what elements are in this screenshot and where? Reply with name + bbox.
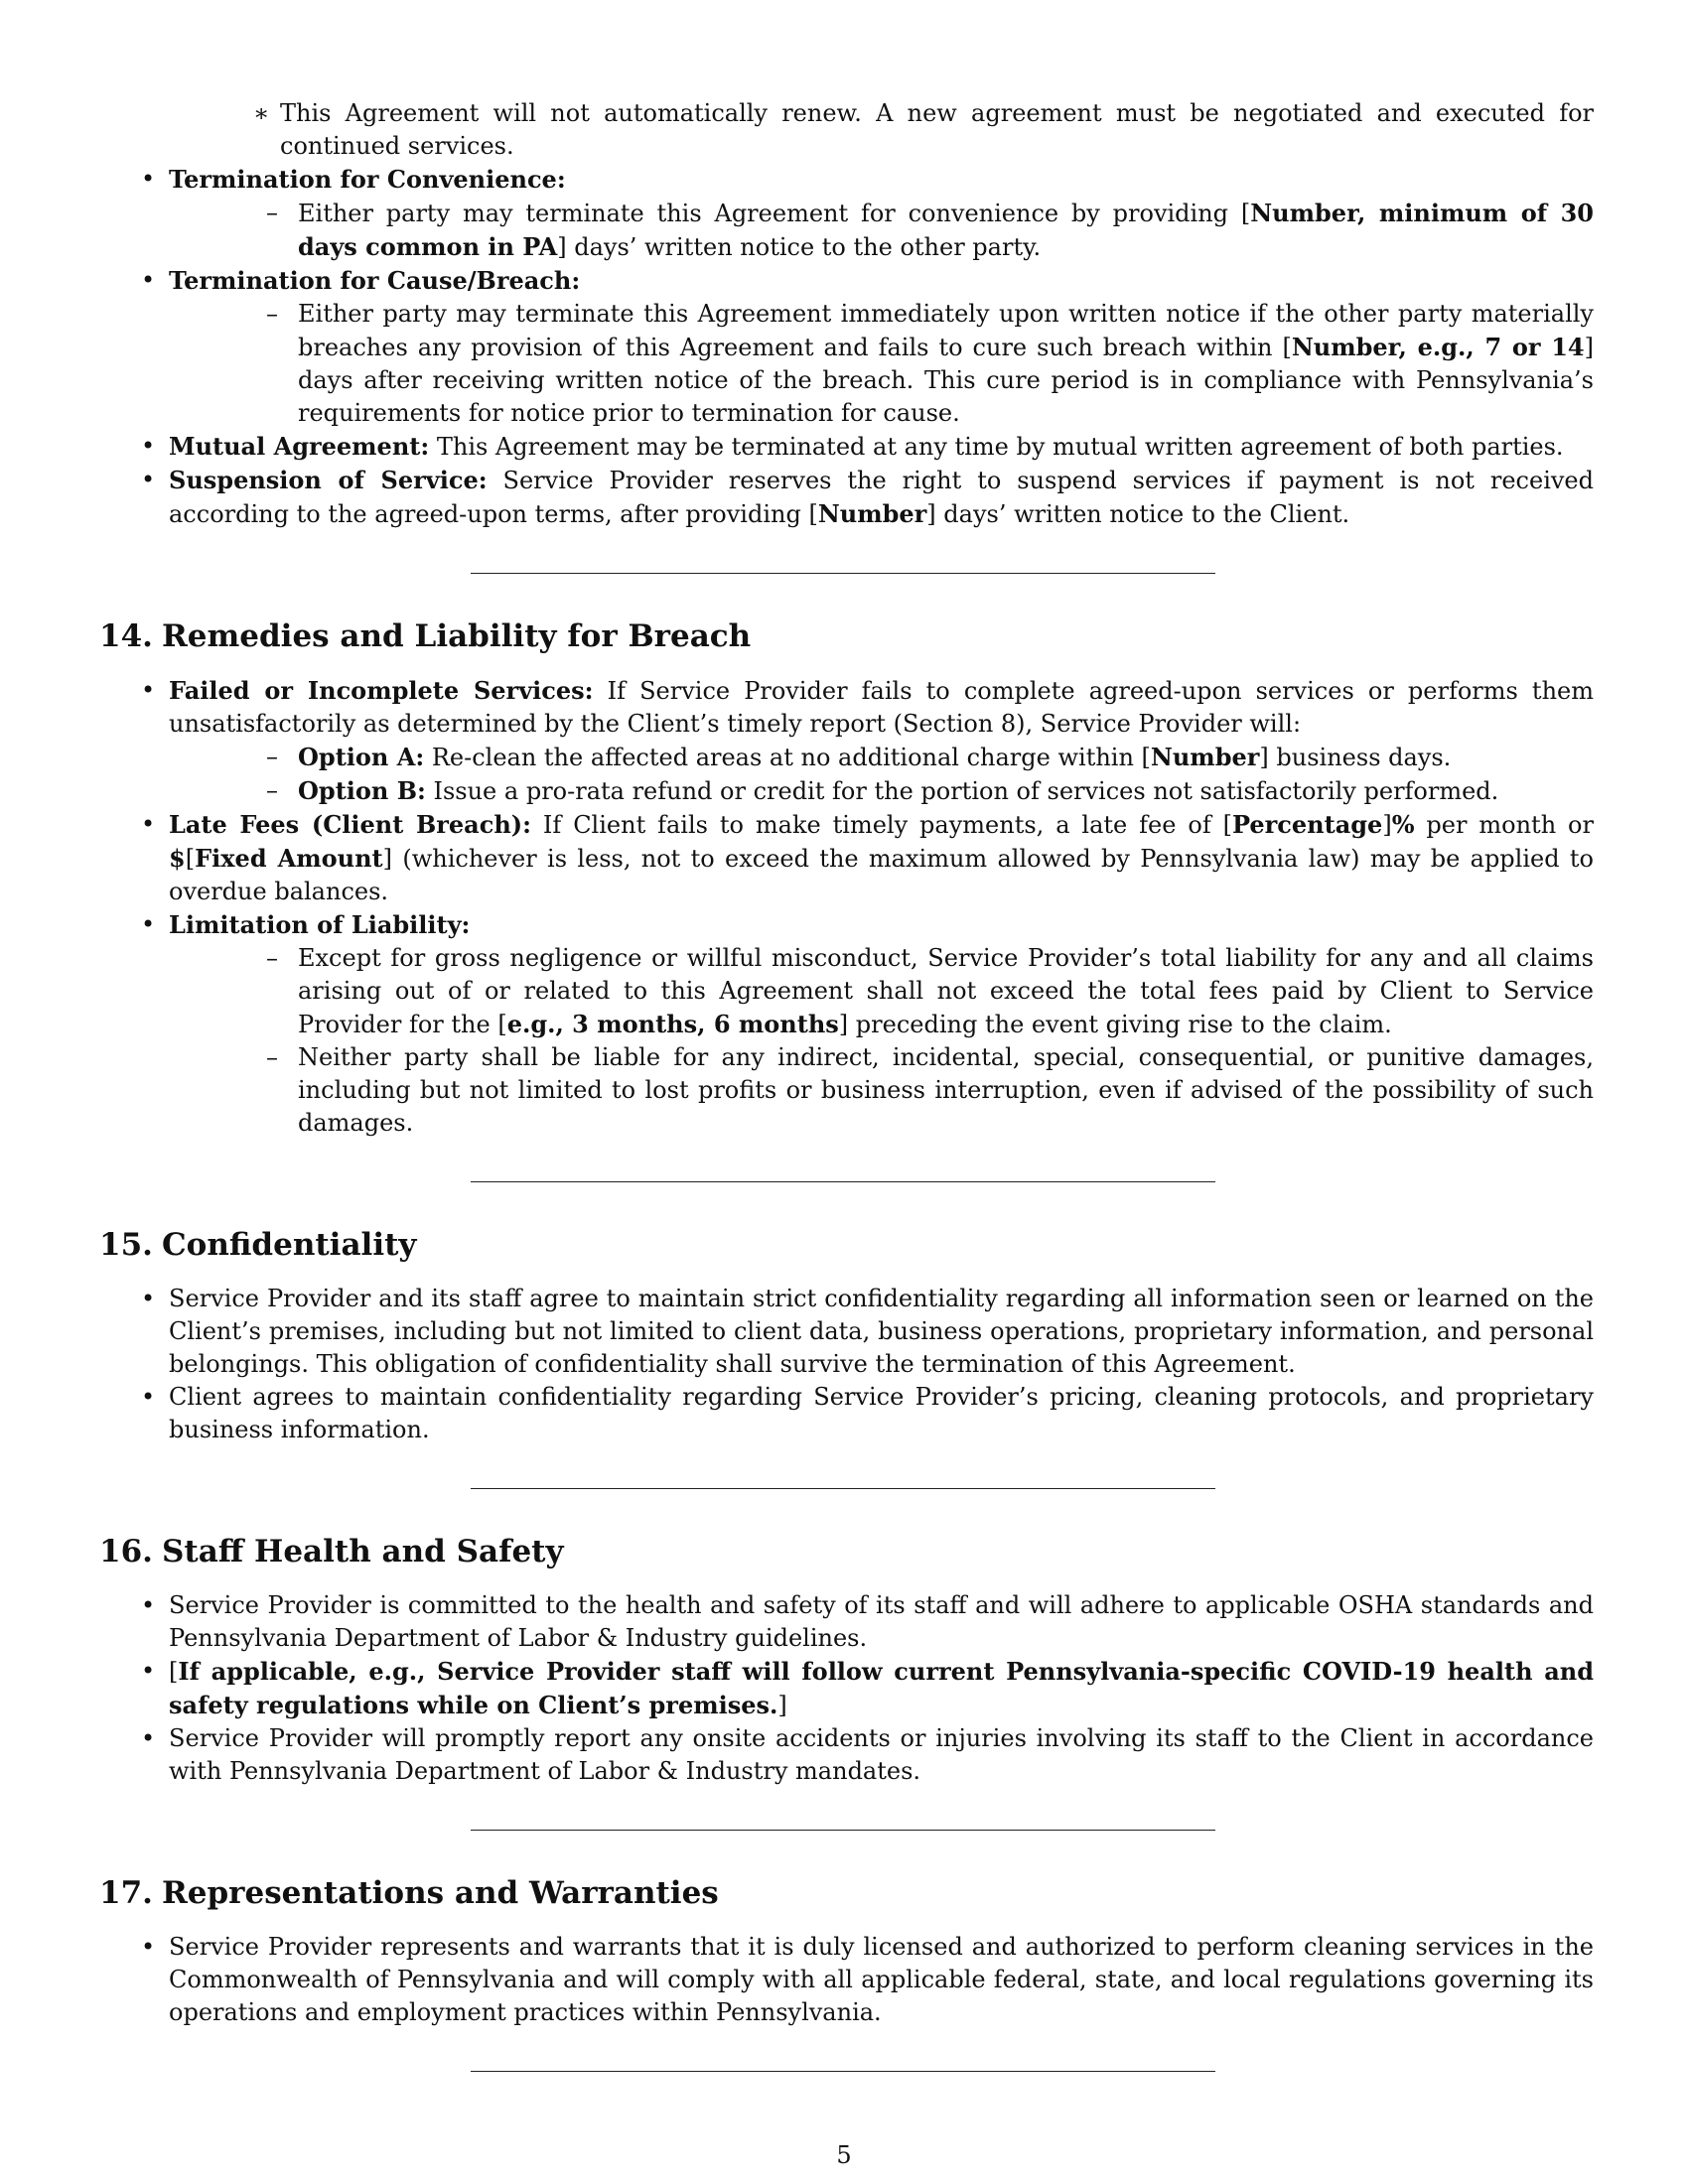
text-fragment: Service Provider reserves the right to suspend services if payment is not received according to the agreed-upon terms, after providing [ [169, 467, 1595, 528]
termination-cause-label: Termination for Cause/Breach: [169, 266, 581, 295]
text-fragment: % [1391, 810, 1415, 839]
placeholder-percentage: Percentage [1231, 810, 1383, 839]
text-fragment: ] days’ written notice to the Client. [926, 500, 1350, 528]
text-fragment: ] [1382, 811, 1392, 839]
text-fragment: ] (whichever is less, not to exceed the maximum allowed by Pennsylvania law) may be applied to overdue balances. [169, 845, 1594, 905]
termination-convenience-detail [169, 197, 1594, 264]
liability-cap-item [169, 942, 1594, 1041]
placeholder-reclean-days: Number [1150, 743, 1260, 771]
option-b-item [169, 774, 1594, 808]
confidentiality-provider-item [99, 1283, 1594, 1381]
text-fragment: Service Provider and its staff agree to maintain strict confidentiality regarding all information seen or learned on the Client’s premises, including but not limited to client data, business operations, proprietary information, and personal belongings. This obligation of confidentiality shall survive the termination of this Agreement. [169, 1285, 1594, 1378]
section-divider [471, 1830, 1215, 1831]
osha-item [99, 1589, 1594, 1655]
section-title: Representations and Warranties [162, 1875, 719, 1911]
section-14-list [99, 674, 1594, 1140]
section-17-heading [99, 1873, 1594, 1913]
section-divider [471, 1488, 1215, 1489]
limitation-liability-item [99, 908, 1594, 1140]
mutual-agreement-label: Mutual Agreement: [169, 432, 430, 461]
text-fragment: [ [169, 1658, 179, 1686]
renewal-note-item [99, 97, 1594, 163]
section-15-list [99, 1283, 1594, 1446]
section-divider [471, 2071, 1215, 2072]
text-fragment: [ [185, 845, 196, 873]
section-title: Staff Health and Safety [162, 1534, 564, 1570]
licensing-item [99, 1931, 1594, 2029]
section-number: 17. [99, 1875, 153, 1911]
failed-services-item [99, 674, 1594, 808]
section-14-heading [99, 616, 1594, 656]
renewal-note-text: This Agreement will not automatically renew. A new agreement must be negotiated and executed for continued services. [280, 99, 1594, 160]
failed-services-label: Failed or Incomplete Services: [169, 676, 594, 705]
limitation-liability-label: Limitation of Liability: [169, 910, 471, 939]
termination-convenience-item [99, 163, 1594, 264]
text-fragment: Issue a pro-rata refund or credit for the portion of services not satisfactorily performed. [425, 777, 1499, 805]
text-fragment: ] business days. [1259, 744, 1452, 771]
text-fragment: ] days after receiving written notice of the breach. This cure period is in compliance with Pennsylvania’s requirements for notice prior to termination for cause. [298, 334, 1594, 427]
section-16-list [99, 1589, 1594, 1788]
text-fragment: If Service Provider fails to complete agreed-upon services or performs them unsatisfactorily as determined by the Client’s timely report (Section 8), Service Provider will: [169, 677, 1594, 738]
text-fragment: Neither party shall be liable for any indirect, incidental, special, consequential, or punitive damages, including but not limited to lost profits or business interruption, even if advised of the possibility of such damages. [298, 1043, 1594, 1137]
section-divider [471, 1181, 1215, 1182]
section-title: Remedies and Liability for Breach [162, 618, 752, 654]
text-fragment: ] [777, 1692, 787, 1719]
option-b-label: Option B: [298, 776, 426, 805]
covid-item [99, 1655, 1594, 1722]
termination-cause-item [99, 264, 1594, 430]
termination-cause-detail [169, 298, 1594, 430]
late-fees-item [99, 808, 1594, 908]
text-fragment: Service Provider is committed to the health and safety of its staff and will adhere to applicable OSHA standards and Pennsylvania Department of Labor & Industry guidelines. [169, 1591, 1594, 1652]
page-number: 5 [836, 2141, 852, 2169]
accident-report-item [99, 1722, 1594, 1788]
suspension-label: Suspension of Service: [169, 466, 488, 494]
text-fragment: Except for gross negligence or willful misconduct, Service Provider’s total liability for any and all claims arising out of or related to this Agreement shall not exceed the total fees paid by Client to Service Provider for the [ [298, 944, 1594, 1038]
text-fragment: $ [169, 844, 186, 873]
placeholder-cure-days: Number, e.g., 7 or 14 [1291, 333, 1585, 361]
text-fragment: Either party may terminate this Agreement immediately upon written notice if the other party materially breaches any provision of this Agreement and fails to cure such breach within [ [298, 300, 1594, 361]
late-fees-label: Late Fees (Client Breach): [169, 810, 531, 839]
page-content [99, 97, 1594, 2072]
placeholder-convenience-days: Number, minimum of 30 days common in PA [298, 199, 1594, 261]
suspension-item [99, 464, 1594, 531]
placeholder-fixed-amount: Fixed Amount [195, 844, 383, 873]
text-fragment: Service Provider will promptly report any onsite accidents or injuries involving its staff to the Client in accordance with Pennsylvania Department of Labor & Industry mandates. [169, 1724, 1594, 1785]
text-fragment: If Client fails to make timely payments, a late fee of [ [531, 811, 1232, 839]
section-17-list [99, 1931, 1594, 2029]
text-fragment: ] preceding the event giving rise to the claim. [838, 1011, 1392, 1038]
text-fragment: per month or [1414, 811, 1594, 839]
text-fragment: Client agrees to maintain confidentiality regarding Service Provider’s pricing, cleaning protocols, and proprietary business information. [169, 1383, 1594, 1443]
section-divider [471, 573, 1215, 574]
option-a-item [169, 741, 1594, 774]
text-fragment: Service Provider represents and warrants that it is duly licensed and authorized to perform cleaning services in the Commonwealth of Pennsylvania and will comply with all applicable federal, state, and local regulations governing its operations and employment practices within Pennsylvania. [169, 1933, 1594, 2026]
section-number: 16. [99, 1534, 153, 1570]
section-15-heading [99, 1225, 1594, 1265]
option-a-label: Option A: [298, 743, 425, 771]
text-fragment: Re-clean the affected areas at no additional charge within [ [424, 744, 1151, 771]
section-number: 15. [99, 1227, 153, 1263]
termination-convenience-label: Termination for Convenience: [169, 165, 566, 194]
placeholder-liability-period: e.g., 3 months, 6 months [506, 1010, 839, 1038]
section-title: Confidentiality [162, 1227, 417, 1263]
text-fragment: This Agreement may be terminated at any time by mutual written agreement of both parties. [429, 433, 1564, 461]
placeholder-covid-clause: If applicable, e.g., Service Provider staff will follow current Pennsylvania-specific COVID-19 health and safety regulations while on Client’s premises. [169, 1657, 1594, 1719]
confidentiality-client-item [99, 1381, 1594, 1446]
text-fragment: ] days’ written notice to the other party. [557, 233, 1042, 261]
termination-list [99, 97, 1594, 531]
text-fragment: Either party may terminate this Agreement for convenience by providing [ [298, 200, 1251, 227]
indirect-damages-item [169, 1041, 1594, 1140]
section-number: 14. [99, 618, 153, 654]
placeholder-suspension-days: Number [817, 499, 927, 528]
mutual-agreement-item [99, 430, 1594, 464]
section-16-heading [99, 1532, 1594, 1571]
